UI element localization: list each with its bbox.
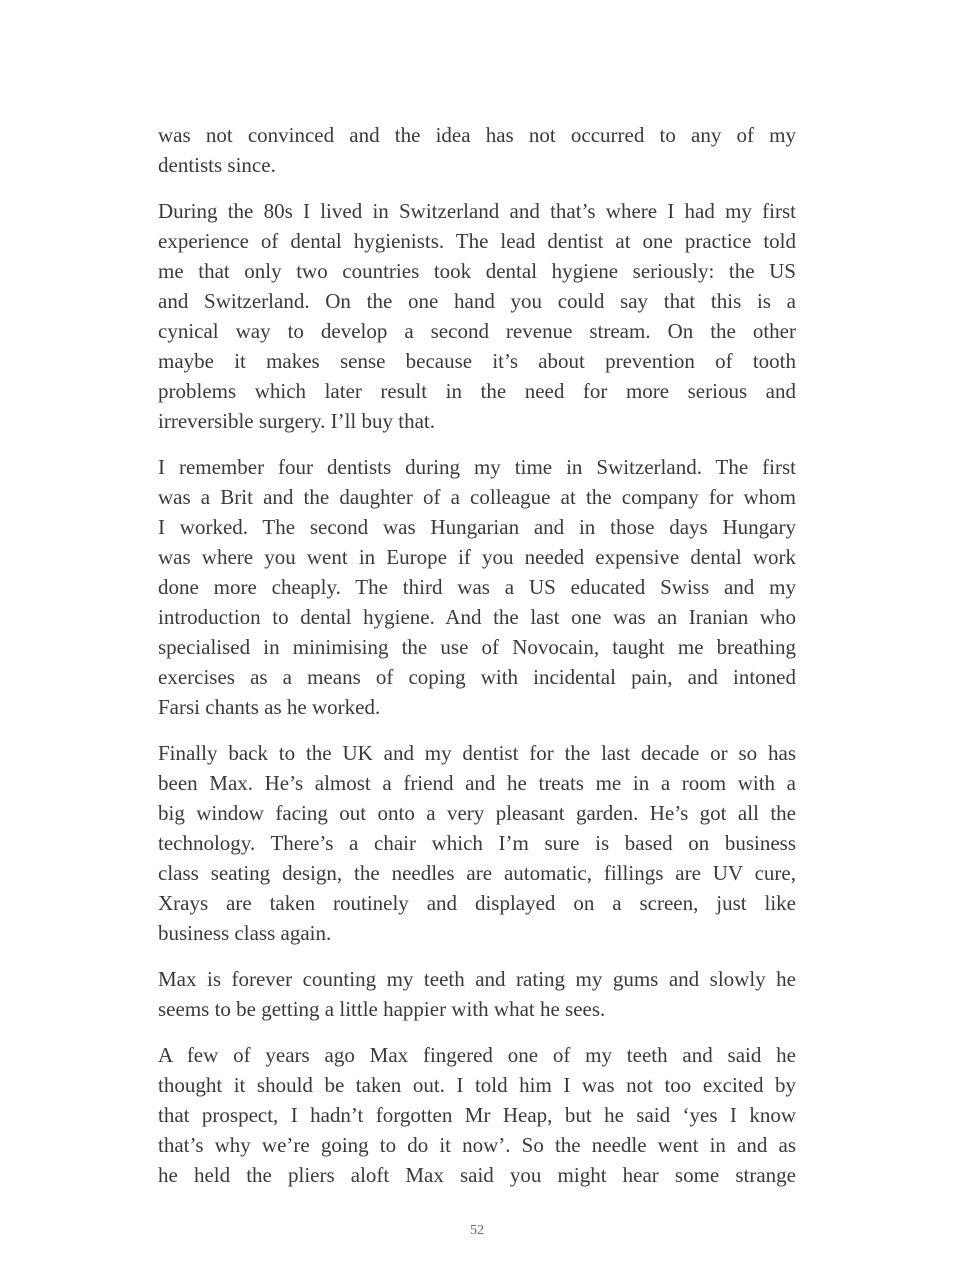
text-line: A few of years ago Max fingered one of my teeth and said he — [158, 1043, 796, 1067]
text-line: irreversible surgery. I’ll buy that. — [158, 409, 435, 433]
text-line: introduction to dental hygiene. And the last one was an Iranian who — [158, 605, 796, 629]
text-line: been Max. He’s almost a friend and he treats me in a room with a — [158, 771, 796, 795]
text-line: problems which later result in the need for more serious and — [158, 379, 796, 403]
paragraph — [158, 196, 796, 436]
text-line: cynical way to develop a second revenue stream. On the other — [158, 319, 796, 343]
text-line: Farsi chants as he worked. — [158, 695, 381, 719]
text-line: I remember four dentists during my time in Switzerland. The first — [158, 455, 796, 479]
text-line: exercises as a means of coping with incidental pain, and intoned — [158, 665, 796, 689]
paragraph — [158, 120, 796, 180]
text-line: was not convinced and the idea has not occurred to any of my — [158, 123, 796, 147]
text-line: Finally back to the UK and my dentist for the last decade or so has — [158, 741, 796, 765]
text-line: During the 80s I lived in Switzerland and that’s where I had my first — [158, 199, 796, 223]
paragraph — [158, 738, 796, 948]
text-line: experience of dental hygienists. The lead dentist at one practice told — [158, 229, 796, 253]
text-line: and Switzerland. On the one hand you could say that this is a — [158, 289, 796, 313]
text-line: I worked. The second was Hungarian and in those days Hungary — [158, 515, 796, 539]
paragraph — [158, 1040, 796, 1190]
text-line: maybe it makes sense because it’s about prevention of tooth — [158, 349, 796, 373]
text-line: Xrays are taken routinely and displayed on a screen, just like — [158, 891, 796, 915]
text-line: that’s why we’re going to do it now’. So the needle went in and as — [158, 1133, 796, 1157]
text-line: thought it should be taken out. I told him I was not too excited by — [158, 1073, 796, 1097]
text-line: business class again. — [158, 921, 332, 945]
text-line: he held the pliers aloft Max said you might hear some strange — [158, 1163, 796, 1187]
page-body — [158, 120, 796, 1206]
text-line: was a Brit and the daughter of a colleague at the company for whom — [158, 485, 796, 509]
paragraph — [158, 452, 796, 722]
text-line: technology. There’s a chair which I’m sure is based on business — [158, 831, 796, 855]
text-line: done more cheaply. The third was a US educated Swiss and my — [158, 575, 796, 599]
text-line: class seating design, the needles are automatic, fillings are UV cure, — [158, 861, 796, 885]
text-line: seems to be getting a little happier with what he sees. — [158, 997, 606, 1021]
text-line: that prospect, I hadn’t forgotten Mr Heap, but he said ‘yes I know — [158, 1103, 796, 1127]
text-line: dentists since. — [158, 153, 276, 177]
text-line: was where you went in Europe if you needed expensive dental work — [158, 545, 796, 569]
text-line: Max is forever counting my teeth and rating my gums and slowly he — [158, 967, 796, 991]
text-line: me that only two countries took dental hygiene seriously: the US — [158, 259, 796, 283]
paragraph — [158, 964, 796, 1024]
text-line: specialised in minimising the use of Novocain, taught me breathing — [158, 635, 796, 659]
page-number: 52 — [470, 1223, 484, 1238]
text-line: big window facing out onto a very pleasant garden. He’s got all the — [158, 801, 796, 825]
